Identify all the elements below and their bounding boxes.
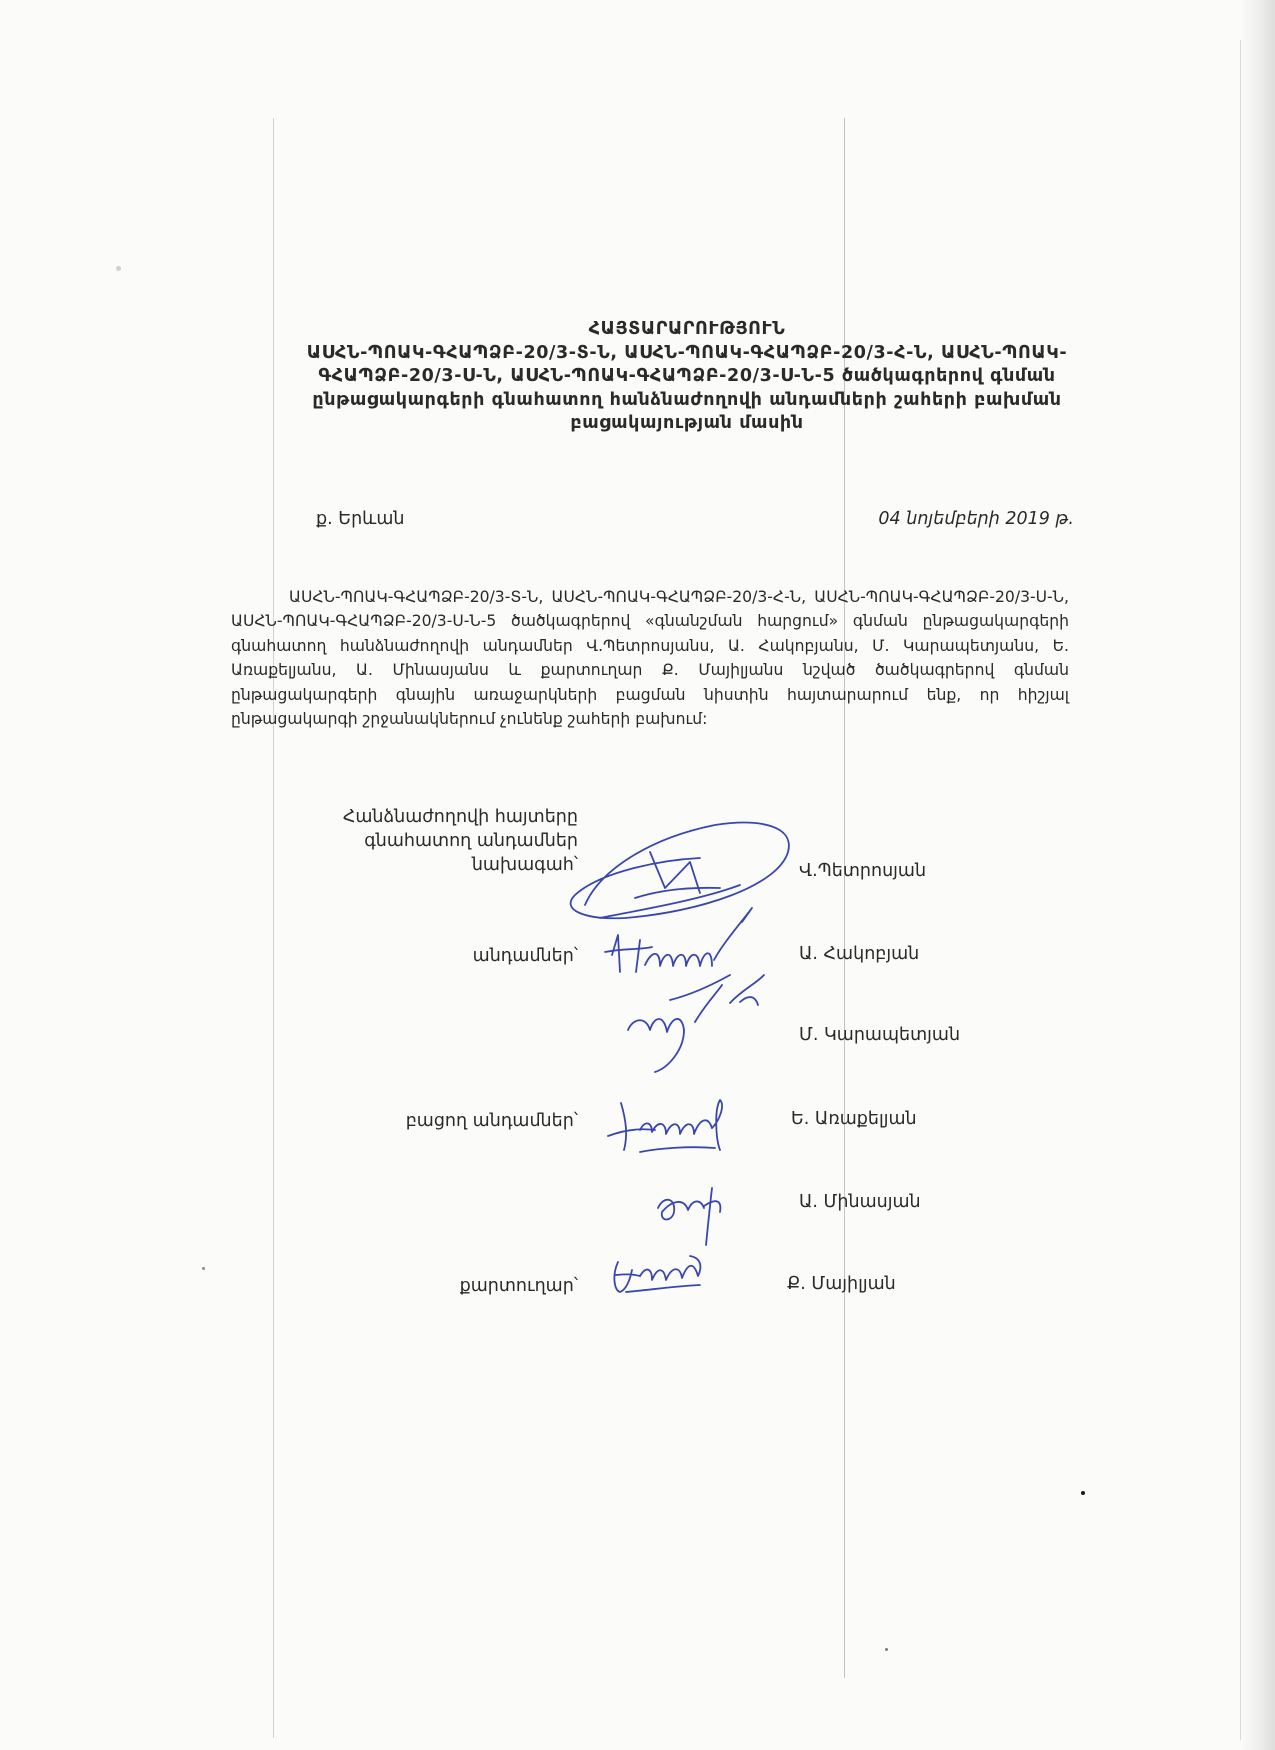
committee-label bbox=[343, 805, 578, 877]
opening-member-name: Ե. Առաքելյան bbox=[791, 1109, 917, 1129]
secretary-label: քարտուղար՝ bbox=[459, 1276, 578, 1296]
speck-mark bbox=[116, 266, 121, 271]
opening-members-label: բացող անդամներ՝ bbox=[405, 1111, 578, 1131]
document-date: 04 նոյեմբերի 2019 թ. bbox=[878, 509, 1074, 529]
member-name: Ա. Հակոբյան bbox=[799, 944, 920, 964]
fold-line-right bbox=[1240, 40, 1241, 1740]
committee-label-line1: Հանձնաժողովի հայտերը bbox=[342, 807, 578, 827]
subtitle-line: ընթացակարգերի գնահատող հանձնաժողովի անդամների շահերի բախման bbox=[312, 389, 1062, 410]
secretary-name: Ք. Մայիլյան bbox=[787, 1274, 896, 1294]
document-body: ԱՍՀՆ-ՊՈԱԿ-ԳՀԱՊՁԲ-20/3-Տ-Ն, ԱՍՀՆ-ՊՈԱԿ-ԳՀԱՊՁԲ-20/3-Հ-Ն, ԱՍՀՆ-ՊՈԱԿ-ԳՀԱՊՁԲ-20/3-Ս-Ն, ԱՍՀՆ-ՊՈԱԿ-ԳՀԱՊՁԲ-20/3-Ս-Ն-5 ծածկագրերով «գնանշման հարցում» գնման ընթացակարգերի գնահատող հանձնաժողովի անդամներ Վ.Պետրոսյանս, Ա. Հակոբյանս, Մ. Կարապետյանս, Ե. Առաքելյանս, Ա. Մինասյանս և քարտուղար Ք. Մայիլյանս նշված ծածկագրերով գնման ընթացակարգերի գնային առաջարկների բացման նիստին հայտարարում ենք, որ հիշյալ ընթացակարգի շրջանակներում չունենք շահերի բախում: bbox=[231, 588, 1069, 729]
subtitle-line: բացակայության մասին bbox=[570, 413, 804, 433]
subtitle-line: ԳՀԱՊՁԲ-20/3-Ս-Ն, ԱՍՀՆ-ՊՈԱԿ-ԳՀԱՊՁԲ-20/3-Ս-Ն-5 ծածկագրերով գնման bbox=[318, 366, 1056, 386]
signature-opening-member-1 bbox=[608, 1100, 722, 1152]
page-edge-shadow bbox=[1241, 0, 1275, 1750]
speck-mark bbox=[1081, 1491, 1085, 1495]
committee-label-line2: գնահատող անդամներ bbox=[364, 831, 578, 851]
document-place: ք. Երևան bbox=[316, 509, 405, 529]
member-name: Մ. Կարապետյան bbox=[799, 1025, 961, 1045]
document-heading bbox=[272, 318, 1102, 436]
members-label: անդամներ՝ bbox=[472, 946, 578, 966]
signature-chair bbox=[571, 823, 789, 919]
speck-mark bbox=[885, 1648, 888, 1651]
speck-mark bbox=[202, 1267, 205, 1270]
document-title: ՀԱՅՏԱՐԱՐՈՒԹՅՈՒՆ bbox=[588, 319, 786, 339]
opening-member-name: Ա. Մինասյան bbox=[799, 1192, 921, 1212]
signature-member-1 bbox=[605, 908, 752, 972]
chair-label: նախագահ՝ bbox=[471, 855, 578, 875]
signature-opening-member-2 bbox=[658, 1188, 720, 1245]
subtitle-line: ԱՍՀՆ-ՊՈԱԿ-ԳՀԱՊՁԲ-20/3-Տ-Ն, ԱՍՀՆ-ՊՈԱԿ-ԳՀԱՊՁԲ-20/3-Հ-Ն, ԱՍՀՆ-ՊՈԱԿ- bbox=[306, 342, 1068, 363]
chair-name: Վ.Պետրոսյան bbox=[799, 861, 927, 881]
signature-secretary bbox=[614, 1256, 700, 1292]
signature-member-2 bbox=[628, 975, 764, 1072]
